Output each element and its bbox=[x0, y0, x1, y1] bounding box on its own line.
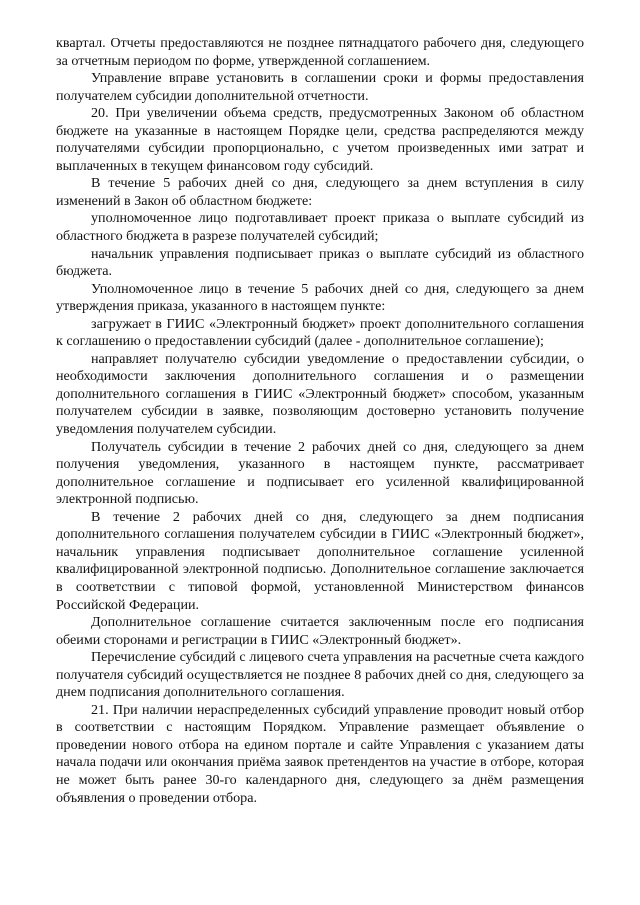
paragraph-transfer-subsidies: Перечисление субсидий с лицевого счета управления на расчетные счета каждого получателя субсидий осуществляется не позднее 8 рабочих дней со дня, следующего за днем подписания дополнительного соглашения. bbox=[56, 649, 584, 701]
paragraph-upload-agreement: загружает в ГИИС «Электронный бюджет» проект дополнительного соглашения к соглашению о предоставлении субсидий (далее - дополнительное соглашение); bbox=[56, 315, 584, 350]
paragraph-continuation-reports: квартал. Отчеты предоставляются не позднее пятнадцатого рабочего дня, следующего за отчетным периодом по форме, утвержденной соглашением. bbox=[56, 35, 584, 69]
paragraph-send-notice: направляет получателю субсидии уведомление о предоставлении субсидии, о необходимости заключения дополнительного соглашения и о размещении дополнительного соглашения в ГИИС «Электронный бюджет» способом, указанным получателем субсидии в заявке, позволяющим достоверно установить получение уведомления получателем субсидии. bbox=[56, 350, 584, 438]
document-page bbox=[56, 35, 584, 807]
paragraph-head-signs-order: начальник управления подписывает приказ о выплате субсидий из областного бюджета. bbox=[56, 245, 584, 280]
paragraph-agreement-concluded: Дополнительное соглашение считается заключенным после его подписания обеими сторонами и регистрации в ГИИС «Электронный бюджет». bbox=[56, 614, 584, 648]
paragraph-within-5-days: В течение 5 рабочих дней со дня, следующего за днем вступления в силу изменений в Закон об областном бюджете: bbox=[56, 175, 584, 209]
paragraph-additional-reporting: Управление вправе установить в соглашении сроки и формы предоставления получателем субсидии дополнительной отчетности. bbox=[56, 70, 584, 104]
paragraph-recipient-signs: Получатель субсидии в течение 2 рабочих дней со дня, следующего за днем получения уведомления, указанного в настоящем пункте, рассматривает дополнительное соглашение и подписывает его усиленной квалифицированной электронной подписью. bbox=[56, 438, 584, 508]
paragraph-head-signs-agreement: В течение 2 рабочих дней со дня, следующего за днем подписания дополнительного соглашения получателем субсидии в ГИИС «Электронный бюджет», начальник управления подписывает дополнительное соглашение усиленной квалифицированной электронной подписью. Дополнительное соглашение заключается в соответствии с типовой формой, установленной Министерством финансов Российской Федерации. bbox=[56, 508, 584, 613]
paragraph-authorized-person: Уполномоченное лицо в течение 5 рабочих дней со дня, следующего за днем утверждения приказа, указанного в настоящем пункте: bbox=[56, 280, 584, 315]
paragraph-item-21: 21. При наличии нераспределенных субсидий управление проводит новый отбор в соответствии с настоящим Порядком. Управление размещает объявление о проведении нового отбора на едином портале и сайте Управления с указанием даты начала подачи или окончания приёма заявок претендентов на участие в отборе, которая не может быть ранее 30-го календарного дня, следующего за днём размещения объявления о проведении отбора. bbox=[56, 701, 584, 806]
paragraph-draft-order: уполномоченное лицо подготавливает проект приказа о выплате субсидий из областного бюджета в разрезе получателей субсидий; bbox=[56, 210, 584, 245]
paragraph-item-20: 20. При увеличении объема средств, предусмотренных Законом об областном бюджете на указанные в настоящем Порядке цели, средства распределяются между получателями субсидии пропорционально, с учетом произведенных ими затрат и выплаченных в текущем финансовом году субсидий. bbox=[56, 105, 584, 174]
